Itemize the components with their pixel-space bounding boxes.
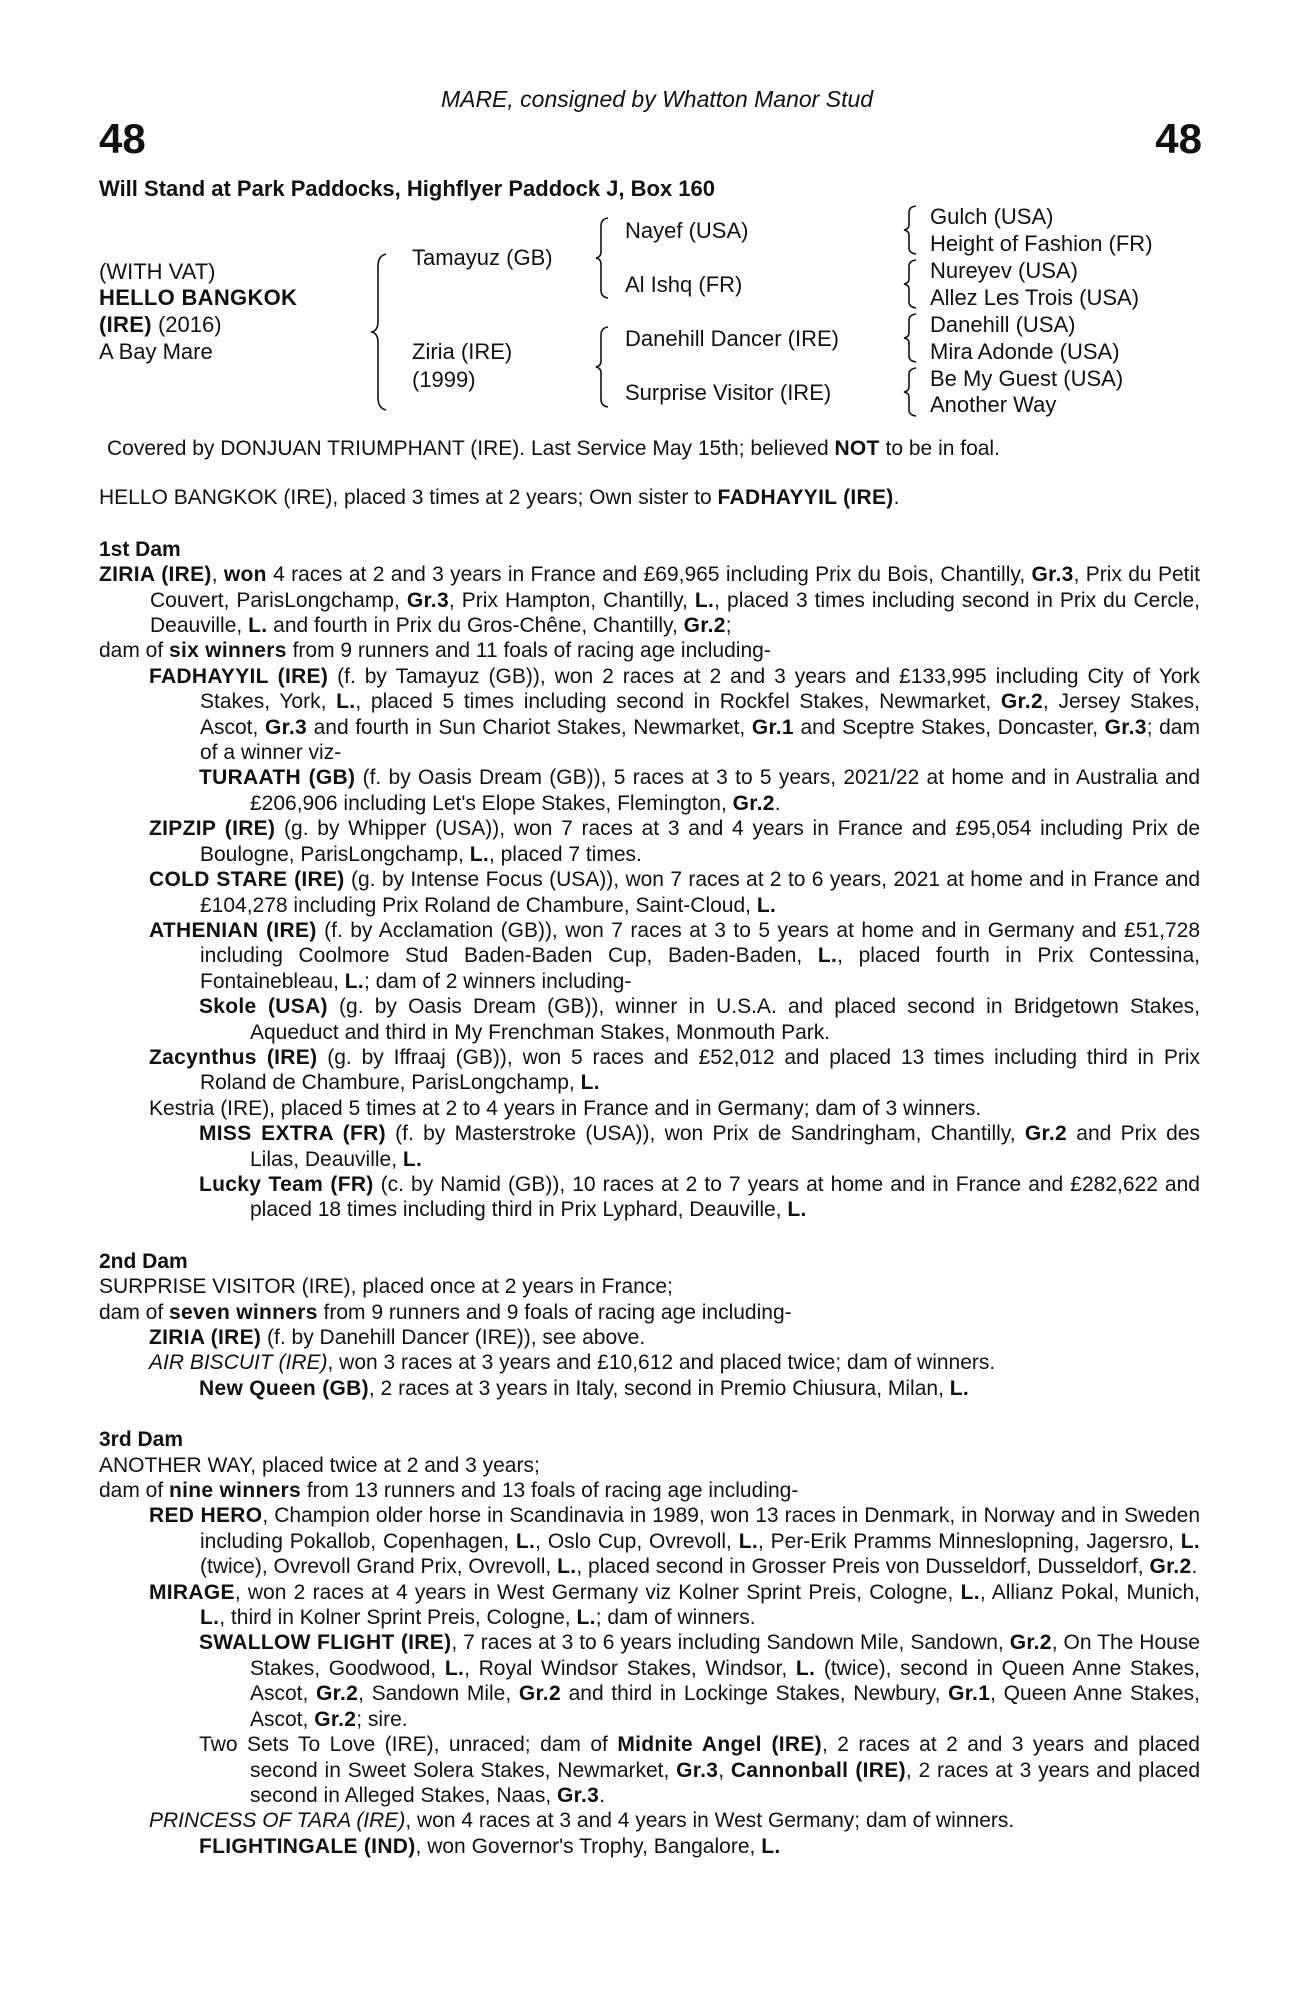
pedigree-entry	[99, 1376, 1200, 1401]
text-run: , placed 3 times including second in Prix du Cercle, Deauville,	[150, 588, 1200, 638]
bold-text: Gr.2	[1024, 1122, 1067, 1146]
dam-year: (1999)	[412, 367, 476, 392]
pedigree-entry	[99, 1630, 1200, 1732]
bold-text: ATHENIAN (IRE)	[149, 918, 317, 942]
bold-text: Gr.3	[1031, 563, 1074, 587]
pedigree-entry	[99, 562, 1200, 638]
text-run: .	[1191, 1555, 1198, 1579]
bold-text: L.	[444, 1656, 465, 1680]
text-run: ; sire.	[356, 1707, 408, 1731]
bold-text: six winners	[169, 639, 287, 663]
bold-text: Gr.3	[1104, 715, 1147, 739]
covering-note	[99, 436, 1200, 461]
text-run: .	[599, 1783, 605, 1807]
text-run: and Sceptre Stakes, Doncaster,	[793, 715, 1105, 739]
text-run: (g. by Intense Focus (USA)), won 7 races at 2 to 6 years, 2021 at home and in France and £104,278 including Prix Roland de Chambure, Saint-Cloud,	[200, 868, 1200, 917]
text-run: dam of	[99, 639, 170, 663]
bold-text: L.	[344, 969, 365, 993]
pedigree-brace-icon	[370, 252, 390, 412]
bold-text: Gr.2	[683, 614, 726, 638]
pedigree-entry	[99, 1834, 1200, 1859]
pedigree-entry	[99, 765, 1200, 816]
text-run: , 2 races at 2 and 3 years and placed second in Sweet Solera Stakes, Newmarket,	[250, 1733, 1200, 1782]
bold-text: Gr.1	[751, 715, 794, 739]
horse-origin: (IRE)	[99, 312, 152, 337]
text-run: (f. by Acclamation (GB)), won 7 races at 3 to 5 years at home and in Germany and £51,728 including Coolmore Stud Baden-Baden Cup, Baden-Baden,	[200, 918, 1201, 968]
consignor-line: MARE, consigned by Whatton Manor Stud	[440, 86, 874, 112]
pedigree-entry	[99, 867, 1200, 918]
pedigree-entry	[99, 1808, 1200, 1833]
text-run: , placed second in Grosser Preis von Dusseldorf, Dusseldorf,	[576, 1555, 1150, 1579]
bold-text: L.	[576, 1606, 596, 1630]
bold-text: L.	[580, 1071, 600, 1095]
text-run: Kestria (IRE), placed 5 times at 2 to 4 years in France and in Germany; dam of 3 winners.	[149, 1096, 982, 1120]
bold-text: Gr.3	[406, 588, 449, 612]
bold-text: L.	[795, 1656, 816, 1680]
horse-year: (2016)	[157, 312, 222, 337]
gen3-ancestor: Gulch (USA)	[930, 204, 1054, 229]
text-run: (f. by Tamayuz (GB)), won 2 races at 2 and 3 years and £133,995 including City of York Stakes, York,	[200, 664, 1200, 714]
bold-text: Skole (USA)	[199, 995, 328, 1019]
dam-name: Ziria (IRE)	[412, 339, 513, 364]
text-run: , Per-Erik Pramms Minneslopning, Jagersro,	[757, 1529, 1181, 1553]
text-run: and Prix des Lilas, Deauville,	[250, 1122, 1200, 1171]
produce-summary	[99, 485, 1200, 510]
pedigree-entry	[99, 1453, 1200, 1478]
text-run: , Prix du Petit Couvert, ParisLongchamp,	[150, 563, 1200, 612]
text-run: , 7 races at 3 to 6 years including Sandown Mile, Sandown,	[451, 1631, 1010, 1655]
horse-description: A Bay Mare	[99, 339, 213, 364]
text-run: Covered by DONJUAN TRIUMPHANT (IRE). Last Service May 15th; believed	[107, 437, 835, 460]
text-run: , 2 races at 3 years and placed second in Alleged Stakes, Naas,	[250, 1758, 1201, 1807]
bold-text: Gr.3	[264, 715, 307, 739]
text-run: , third in Kolner Sprint Preis, Cologne,	[219, 1606, 577, 1630]
gen3-ancestor: Mira Adonde (USA)	[930, 339, 1120, 364]
section-heading: 3rd Dam	[99, 1428, 184, 1452]
text-run: 4 races at 2 and 3 years in France and £69,965 including Prix du Bois, Chantilly,	[266, 563, 1032, 587]
bold-text: L.	[336, 690, 356, 714]
text-run: , placed 5 times including second in Rockfel Stakes, Newmarket,	[355, 690, 1001, 714]
pedigree-brace-icon	[594, 216, 612, 300]
catalogue-body	[99, 436, 1200, 1859]
bold-text: FLIGHTINGALE (IND)	[199, 1834, 416, 1858]
lot-number-right: 48	[1155, 115, 1202, 162]
pedigree-entry	[99, 1300, 1200, 1325]
horse-origin-year	[99, 314, 222, 336]
text-run: , Sandown Mile,	[358, 1682, 519, 1706]
text-run: , won 4 races at 3 and 4 years in West Germany; dam of winners.	[405, 1809, 1015, 1833]
bold-text: won	[223, 563, 267, 587]
bold-text: Gr.2	[518, 1682, 561, 1706]
bold-text: L.	[738, 1529, 758, 1553]
text-run: , Allianz Pokal, Munich,	[979, 1580, 1200, 1604]
gen3-ancestor: Another Way	[930, 392, 1057, 417]
section-heading: 2nd Dam	[99, 1249, 188, 1273]
text-run: ,	[718, 1758, 731, 1782]
bold-text: ZIPZIP (IRE)	[149, 817, 276, 841]
pedigree-brace-icon	[594, 325, 612, 409]
text-run: (g. by Whipper (USA)), won 7 races at 3 and 4 years in France and £95,054 including Prix de Boulogne, ParisLongchamp,	[200, 817, 1200, 866]
pedigree-entry	[99, 1503, 1200, 1579]
bold-text: L.	[694, 588, 715, 612]
granddam-paternal: Al Ishq (FR)	[625, 272, 743, 297]
bold-text: Gr.2	[1009, 1631, 1052, 1655]
bold-text: Gr.3	[676, 1758, 719, 1782]
dam-sections	[99, 537, 1200, 1859]
bold-text: seven winners	[169, 1300, 318, 1324]
italic-text: PRINCESS OF TARA (IRE)	[149, 1809, 406, 1833]
text-run: , 2 races at 3 years in Italy, second in Premio Chiusura, Milan,	[368, 1376, 950, 1400]
bold-text: NOT	[834, 437, 880, 460]
pedigree-entry	[99, 1045, 1200, 1096]
bold-text: RED HERO	[149, 1504, 263, 1528]
bold-text: MISS EXTRA (FR)	[199, 1122, 386, 1146]
pedigree-entry	[99, 918, 1200, 994]
text-run: from 9 runners and 11 foals of racing age including-	[286, 639, 771, 663]
text-run: (g. by Iffraaj (GB)), won 5 races and £52,012 and placed 13 times including third in Prix Roland de Chambure, ParisLongchamp,	[200, 1045, 1200, 1095]
text-run: , won 3 races at 3 years and £10,612 and placed twice; dam of winners.	[327, 1351, 996, 1375]
lot-number-left: 48	[99, 115, 146, 162]
pedigree-entry	[99, 994, 1200, 1045]
bold-text: L.	[1180, 1529, 1201, 1553]
stand-location: Will Stand at Park Paddocks, Highflyer Paddock J, Box 160	[99, 176, 715, 201]
text-run: dam of	[99, 1300, 170, 1324]
bold-text: L.	[200, 1606, 220, 1630]
text-run: and fourth in Sun Chariot Stakes, Newmarket,	[307, 715, 752, 739]
bold-text: Cannonball (IRE)	[730, 1758, 906, 1782]
pedigree-entry	[99, 1580, 1200, 1631]
text-run: , On The House Stakes, Goodwood,	[250, 1631, 1200, 1680]
sire-name: Tamayuz (GB)	[412, 245, 553, 270]
bold-text: L.	[787, 1198, 807, 1222]
bold-text: TURAATH (GB)	[199, 766, 356, 790]
text-run: , placed 7 times.	[488, 842, 642, 866]
text-run: (g. by Oasis Dream (GB)), winner in U.S.A. and placed second in Bridgetown Stakes, Aqueduct and third in My Frenchman Stakes, Monmouth Park.	[250, 995, 1200, 1044]
grandsire-paternal: Nayef (USA)	[625, 218, 749, 243]
section-heading: 1st Dam	[99, 537, 181, 561]
bold-text: L.	[469, 842, 489, 866]
text-run: (twice), Ovrevoll Grand Prix, Ovrevoll,	[200, 1555, 558, 1579]
text-run: , Champion older horse in Scandinavia in 1989, won 13 races in Denmark, in Norway and in Sweden including Pokallob, Copenhagen,	[200, 1504, 1200, 1553]
text-run: and fourth in Prix du Gros-Chêne, Chantilly,	[267, 614, 684, 638]
bold-text: Gr.1	[948, 1682, 991, 1706]
text-run: , won 2 races at 4 years in West Germany viz Kolner Sprint Preis, Cologne,	[234, 1580, 961, 1604]
bold-text: Gr.2	[316, 1682, 359, 1706]
text-run: SURPRISE VISITOR (IRE), placed once at 2 years in France;	[99, 1275, 673, 1299]
text-run: HELLO BANGKOK (IRE), placed 3 times at 2 years; Own sister to	[99, 486, 718, 510]
pedigree-entry	[99, 638, 1200, 663]
gen3-ancestor: Be My Guest (USA)	[930, 366, 1124, 391]
bold-text: L.	[817, 944, 838, 968]
pedigree-entry	[99, 1325, 1200, 1350]
text-run: , Royal Windsor Stakes, Windsor,	[464, 1656, 796, 1680]
text-run: from 13 runners and 13 foals of racing age including-	[301, 1479, 799, 1503]
text-run: , Jersey Stakes, Ascot,	[200, 690, 1201, 739]
gen3-ancestor: Allez Les Trois (USA)	[930, 285, 1140, 310]
bold-text: FADHAYYIL (IRE)	[717, 486, 894, 510]
pedigree-entry	[99, 1172, 1200, 1223]
bold-text: L.	[960, 1580, 980, 1604]
text-run: , Prix Hampton, Chantilly,	[448, 588, 695, 612]
bold-text: MIRAGE	[149, 1580, 235, 1604]
bold-text: L.	[402, 1147, 423, 1171]
text-run: (twice), second in Queen Anne Stakes, Ascot,	[250, 1656, 1200, 1706]
text-run: ,	[211, 563, 224, 587]
italic-text: AIR BISCUIT (IRE)	[149, 1351, 328, 1375]
text-run: , Queen Anne Stakes, Ascot,	[250, 1682, 1200, 1731]
bold-text: L.	[761, 1834, 781, 1858]
text-run: ;	[725, 614, 732, 638]
text-run: (f. by Danehill Dancer (IRE)), see above.	[261, 1326, 646, 1349]
gen3-ancestor: Danehill (USA)	[930, 312, 1076, 337]
pedigree-entry	[99, 1478, 1200, 1503]
text-run: Two Sets To Love (IRE), unraced; dam of	[199, 1733, 618, 1757]
pedigree-brace-icon	[902, 258, 920, 310]
pedigree-brace-icon	[902, 366, 920, 418]
text-run: to be in foal.	[879, 437, 1000, 460]
text-run: (c. by Namid (GB)), 10 races at 2 to 7 years at home and in France and £282,622 and placed 18 times including third in Prix Lyphard, Deauville,	[250, 1172, 1200, 1222]
bold-text: Gr.2	[1149, 1555, 1192, 1579]
text-run: .	[774, 791, 781, 815]
pedigree-entry	[99, 1274, 1200, 1299]
text-run: ANOTHER WAY, placed twice at 2 and 3 years;	[99, 1453, 540, 1477]
bold-text: Lucky Team (FR)	[199, 1172, 374, 1196]
bold-text: L.	[557, 1555, 577, 1579]
text-run: , placed fourth in Prix Contessina, Fontainebleau,	[200, 944, 1200, 993]
text-run: and third in Lockinge Stakes, Newbury,	[560, 1682, 949, 1706]
vat-note: (WITH VAT)	[99, 259, 216, 284]
pedigree-entry	[99, 816, 1200, 867]
gen3-ancestor: Height of Fashion (FR)	[930, 231, 1153, 256]
text-run: (f. by Masterstroke (USA)), won Prix de Sandringham, Chantilly,	[385, 1122, 1025, 1146]
pedigree-brace-icon	[902, 312, 920, 364]
horse-name: HELLO BANGKOK	[99, 285, 298, 310]
bold-text: nine winners	[169, 1479, 302, 1503]
bold-text: New Queen (GB)	[199, 1376, 369, 1400]
bold-text: L.	[756, 893, 777, 917]
pedigree-entry	[99, 1121, 1200, 1172]
bold-text: Gr.2	[314, 1707, 357, 1731]
bold-text: ZIRIA (IRE)	[99, 563, 212, 587]
text-run: , won Governor's Trophy, Bangalore,	[415, 1834, 762, 1858]
pedigree-entry	[99, 1350, 1200, 1375]
bold-text: SWALLOW FLIGHT (IRE)	[199, 1631, 452, 1655]
bold-text: L.	[515, 1529, 536, 1553]
gen3-ancestor: Nureyev (USA)	[930, 258, 1078, 283]
text-run: from 9 runners and 9 foals of racing age including-	[317, 1300, 792, 1324]
grandsire-maternal: Danehill Dancer (IRE)	[625, 326, 839, 351]
text-run: , Oslo Cup, Ovrevoll,	[535, 1529, 739, 1553]
bold-text: Zacynthus (IRE)	[149, 1045, 318, 1069]
granddam-maternal: Surprise Visitor (IRE)	[625, 380, 832, 405]
bold-text: L.	[949, 1376, 970, 1400]
bold-text: Gr.2	[1000, 690, 1043, 714]
bold-text: Gr.3	[557, 1783, 600, 1807]
pedigree-entry	[99, 1732, 1200, 1808]
text-run: ; dam of 2 winners including-	[364, 969, 632, 993]
bold-text: ZIRIA (IRE)	[149, 1326, 262, 1349]
bold-text: COLD STARE (IRE)	[149, 868, 345, 892]
pedigree-entry	[99, 1096, 1200, 1121]
text-run: .	[893, 486, 900, 510]
text-run: ; dam of winners.	[595, 1606, 756, 1630]
bold-text: L.	[248, 614, 268, 638]
bold-text: FADHAYYIL (IRE)	[149, 664, 329, 688]
pedigree-entry	[99, 664, 1200, 766]
bold-text: Gr.2	[732, 791, 775, 815]
text-run: dam of	[99, 1479, 170, 1503]
text-run: ; dam of a winner viz-	[200, 715, 1200, 765]
text-run: (f. by Oasis Dream (GB)), 5 races at 3 to 5 years, 2021/22 at home and in Australia and £206,906 including Let's Elope Stakes, Flemington,	[250, 766, 1200, 815]
pedigree-brace-icon	[902, 204, 920, 256]
bold-text: Midnite Angel (IRE)	[617, 1733, 822, 1757]
